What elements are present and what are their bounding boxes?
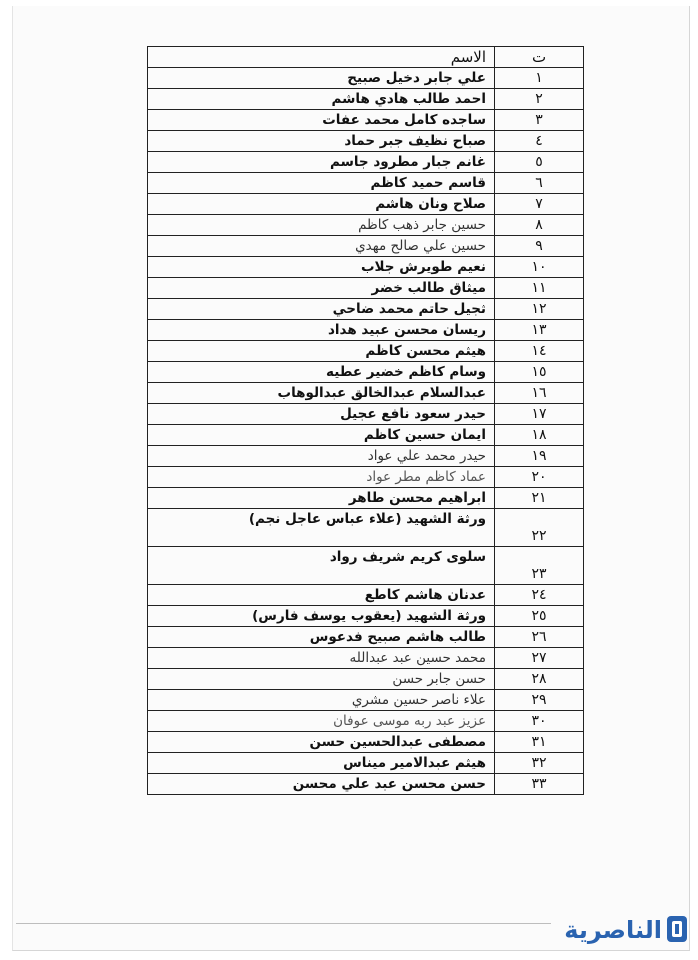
row-name: علاء ناصر حسين مشري bbox=[148, 690, 495, 711]
table-row bbox=[148, 648, 584, 669]
row-number: ٢٧ bbox=[495, 648, 584, 669]
row-number: ٦ bbox=[495, 173, 584, 194]
row-name: حسن محسن عبد علي محسن bbox=[148, 774, 495, 795]
header-name: الاسم bbox=[148, 47, 495, 68]
row-number: ١٨ bbox=[495, 425, 584, 446]
row-number: ١٦ bbox=[495, 383, 584, 404]
row-number: ٣٢ bbox=[495, 753, 584, 774]
row-number: ٨ bbox=[495, 215, 584, 236]
table-row bbox=[148, 236, 584, 257]
table-row bbox=[148, 173, 584, 194]
table-row bbox=[148, 131, 584, 152]
row-number: ٢١ bbox=[495, 488, 584, 509]
table-row bbox=[148, 362, 584, 383]
row-name: حيدر سعود نافع عجيل bbox=[148, 404, 495, 425]
row-name: هيثم محسن كاظم bbox=[148, 341, 495, 362]
row-number: ١٥ bbox=[495, 362, 584, 383]
table-row bbox=[148, 488, 584, 509]
table-row bbox=[148, 467, 584, 488]
table-row bbox=[148, 278, 584, 299]
row-name: وسام كاظم خضير عطيه bbox=[148, 362, 495, 383]
row-name: قاسم حميد كاظم bbox=[148, 173, 495, 194]
table-row bbox=[148, 732, 584, 753]
row-name: علي جابر دخيل صبيح bbox=[148, 68, 495, 89]
table-row bbox=[148, 547, 584, 585]
row-number: ٢٥ bbox=[495, 606, 584, 627]
row-name: ريسان محسن عبيد هداد bbox=[148, 320, 495, 341]
row-name: محمد حسين عبد عبدالله bbox=[148, 648, 495, 669]
site-logo bbox=[560, 908, 692, 954]
row-name: صباح نظيف جبر حماد bbox=[148, 131, 495, 152]
row-name: حسن جابر حسن bbox=[148, 669, 495, 690]
row-number: ٢٩ bbox=[495, 690, 584, 711]
table-row bbox=[148, 774, 584, 795]
table-row bbox=[148, 606, 584, 627]
table-row bbox=[148, 404, 584, 425]
row-name: صلاح ونان هاشم bbox=[148, 194, 495, 215]
row-number: ١٠ bbox=[495, 257, 584, 278]
row-number: ٢٤ bbox=[495, 585, 584, 606]
row-name: ايمان حسين كاظم bbox=[148, 425, 495, 446]
table-row bbox=[148, 383, 584, 404]
table-row bbox=[148, 425, 584, 446]
row-name: عزيز عبد ربه موسى عوفان bbox=[148, 711, 495, 732]
table-row bbox=[148, 110, 584, 131]
row-number: ٤ bbox=[495, 131, 584, 152]
table-row bbox=[148, 585, 584, 606]
row-name: نعيم طويرش جلاب bbox=[148, 257, 495, 278]
table-row bbox=[148, 711, 584, 732]
row-number: ١ bbox=[495, 68, 584, 89]
table-row bbox=[148, 669, 584, 690]
row-number: ١٩ bbox=[495, 446, 584, 467]
row-name: حيدر محمد علي عواد bbox=[148, 446, 495, 467]
row-number: ٥ bbox=[495, 152, 584, 173]
table-row bbox=[148, 753, 584, 774]
table-row bbox=[148, 690, 584, 711]
row-number: ٣١ bbox=[495, 732, 584, 753]
header-number: ت bbox=[495, 47, 584, 68]
table-row bbox=[148, 446, 584, 467]
table-row bbox=[148, 509, 584, 547]
row-name: احمد طالب هادي هاشم bbox=[148, 89, 495, 110]
table-row bbox=[148, 299, 584, 320]
table-row bbox=[148, 194, 584, 215]
row-name: طالب هاشم صبيح فدعوس bbox=[148, 627, 495, 648]
logo-icon bbox=[664, 912, 690, 946]
row-name: ثجيل حاتم محمد ضاحي bbox=[148, 299, 495, 320]
row-number: ٣ bbox=[495, 110, 584, 131]
row-name: ساجده كامل محمد عفات bbox=[148, 110, 495, 131]
table-row bbox=[148, 320, 584, 341]
page-divider bbox=[16, 923, 551, 924]
row-number: ٣٣ bbox=[495, 774, 584, 795]
row-name: غانم جبار مطرود جاسم bbox=[148, 152, 495, 173]
row-name: ورثة الشهيد (يعقوب يوسف فارس) bbox=[148, 606, 495, 627]
row-name: عماد كاظم مطر عواد bbox=[148, 467, 495, 488]
row-number: ٣٠ bbox=[495, 711, 584, 732]
row-number: ٢٨ bbox=[495, 669, 584, 690]
row-number: ٢٠ bbox=[495, 467, 584, 488]
row-name: عدنان هاشم كاطع bbox=[148, 585, 495, 606]
row-number: ١٣ bbox=[495, 320, 584, 341]
row-name: حسين علي صالح مهدي bbox=[148, 236, 495, 257]
names-table bbox=[147, 46, 584, 795]
row-name: هيثم عبدالامير ميناس bbox=[148, 753, 495, 774]
table-row bbox=[148, 215, 584, 236]
row-number: ٢٦ bbox=[495, 627, 584, 648]
row-number: ١١ bbox=[495, 278, 584, 299]
table-row bbox=[148, 89, 584, 110]
row-name: ورثة الشهيد (علاء عباس عاجل نجم) bbox=[148, 509, 495, 547]
table-row bbox=[148, 341, 584, 362]
row-number: ١٢ bbox=[495, 299, 584, 320]
row-number: ٢٣ bbox=[495, 547, 584, 585]
row-number: ٩ bbox=[495, 236, 584, 257]
row-name: ابراهيم محسن طاهر bbox=[148, 488, 495, 509]
table-header-row bbox=[148, 47, 584, 68]
row-name: ميثاق طالب خضر bbox=[148, 278, 495, 299]
row-number: ١٤ bbox=[495, 341, 584, 362]
logo-text: الناصرية bbox=[564, 916, 662, 944]
row-name: عبدالسلام عبدالخالق عبدالوهاب bbox=[148, 383, 495, 404]
row-number: ٢٢ bbox=[495, 509, 584, 547]
row-name: مصطفى عبدالحسين حسن bbox=[148, 732, 495, 753]
row-number: ٧ bbox=[495, 194, 584, 215]
row-name: سلوى كريم شريف رواد bbox=[148, 547, 495, 585]
table-row bbox=[148, 68, 584, 89]
row-number: ٢ bbox=[495, 89, 584, 110]
table-row bbox=[148, 627, 584, 648]
row-name: حسين جابر ذهب كاظم bbox=[148, 215, 495, 236]
row-number: ١٧ bbox=[495, 404, 584, 425]
table-row bbox=[148, 152, 584, 173]
table-row bbox=[148, 257, 584, 278]
